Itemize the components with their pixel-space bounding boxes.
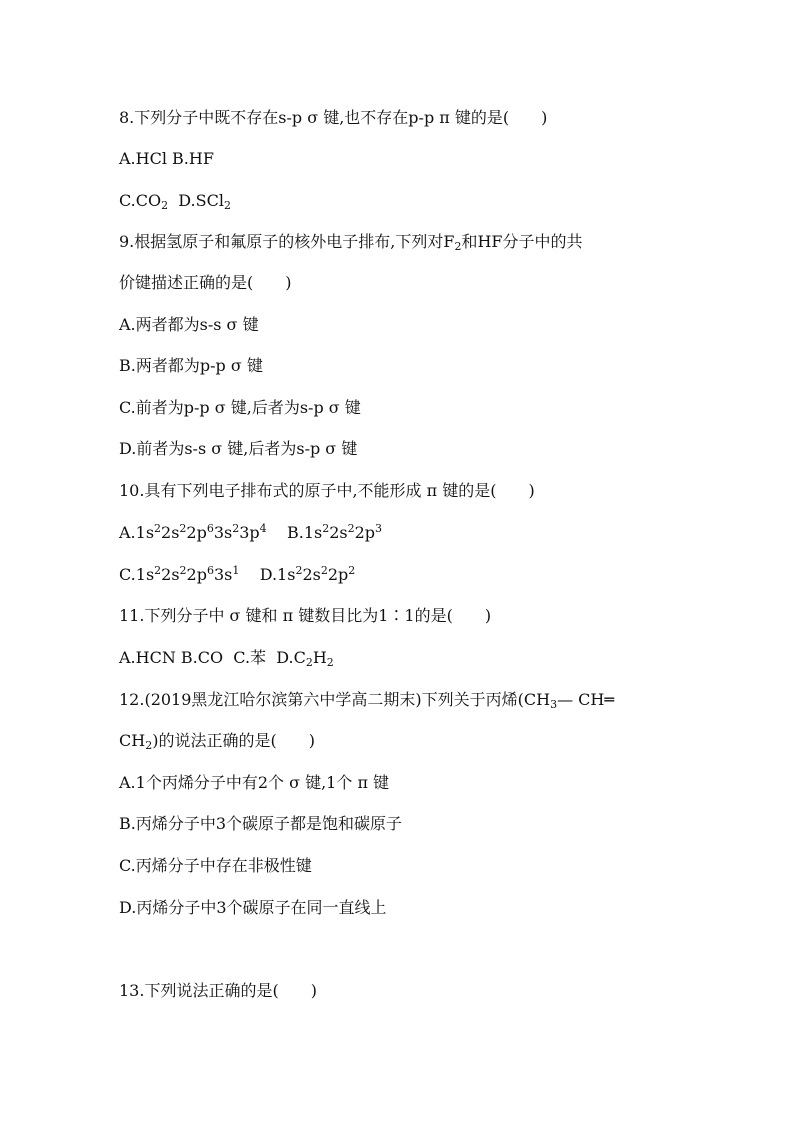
superscript: 6	[206, 564, 214, 577]
superscript: 2	[348, 564, 356, 577]
question-13-stem	[119, 980, 754, 1002]
superscript: 2	[322, 522, 330, 535]
config-text: 2p	[186, 565, 207, 584]
subscript: 2	[161, 199, 169, 212]
option-text: B.丙烯分子中3个碳原子都是饱和碳原子	[119, 814, 403, 833]
question-12-text-d: )的说法正确的是( )	[152, 731, 315, 750]
question-13-text: 13.下列说法正确的是( )	[119, 981, 317, 1000]
config-text: A.1s	[119, 523, 155, 542]
superscript: 2	[295, 564, 303, 577]
question-8-options-ab-text: A.HCl B.HF	[119, 149, 214, 168]
question-9-stem-line2	[119, 272, 754, 294]
question-10-text: 10.具有下列电子排布式的原子中,不能形成 π 键的是( )	[119, 481, 535, 500]
question-11-text: 11.下列分子中 σ 键和 π 键数目比为1∶1的是( )	[119, 606, 492, 625]
subscript: 3	[550, 698, 558, 711]
question-12-option-b	[119, 813, 754, 835]
subscript: 2	[454, 240, 462, 253]
question-8-options-cd	[119, 190, 754, 212]
question-9-text-a: 9.根据氢原子和氟原子的核外电子排布,下列对F	[119, 232, 455, 251]
config-text: 3s	[213, 565, 233, 584]
question-10-stem	[119, 480, 754, 502]
option-text: D.前者为s-s σ 键,后者为s-p σ 键	[119, 439, 358, 458]
config-text: 2p	[327, 565, 349, 584]
superscript: 2	[154, 522, 162, 535]
superscript: 6	[206, 522, 214, 535]
config-text: B.1s	[266, 523, 323, 542]
question-12-stem	[119, 689, 754, 711]
question-12-text-a: 12.(2019黑龙江哈尔滨第六中学高二期末)下列关于丙烯(CH	[119, 690, 551, 709]
question-9-option-a	[119, 314, 754, 336]
config-text: C.1s	[119, 565, 155, 584]
question-9-stem	[119, 231, 754, 253]
option-text: A.1个丙烯分子中有2个 σ 键,1个 π 键	[119, 773, 390, 792]
options-text: A.HCN B.CO C.苯 D.C	[119, 648, 306, 667]
config-text: 2s	[161, 523, 180, 542]
question-11-stem	[119, 605, 754, 627]
superscript: 2	[347, 522, 355, 535]
option-text: A.两者都为s-s σ 键	[119, 315, 259, 334]
question-9-option-c	[119, 397, 754, 419]
superscript: 2	[154, 564, 162, 577]
question-9-text-line2: 价键描述正确的是( )	[119, 273, 292, 292]
question-9-text-b: 和HF分子中的共	[461, 232, 583, 251]
config-text: 3p	[239, 523, 260, 542]
question-8-options-ab	[119, 148, 754, 170]
question-10-options-ab	[119, 522, 754, 544]
option-d-text: D.SCl	[168, 191, 224, 210]
question-12-text-b: — CH═	[557, 690, 615, 709]
subscript: 2	[305, 656, 313, 669]
question-8-stem	[119, 107, 754, 129]
option-text: B.两者都为p-p σ 键	[119, 356, 263, 375]
question-9-option-b	[119, 355, 754, 377]
option-text: D.丙烯分子中3个碳原子在同一直线上	[119, 898, 387, 917]
superscript: 2	[232, 522, 240, 535]
options-text: H	[312, 648, 327, 667]
question-12-text-c: CH	[119, 731, 146, 750]
question-8-text: 8.下列分子中既不存在s-p σ 键,也不存在p-p π 键的是( )	[119, 108, 548, 127]
question-12-option-c	[119, 855, 754, 877]
config-text: D.1s	[239, 565, 296, 584]
superscript: 4	[259, 522, 267, 535]
config-text: 3s	[213, 523, 233, 542]
subscript: 2	[223, 199, 231, 212]
question-9-option-d	[119, 438, 754, 460]
superscript: 2	[179, 522, 187, 535]
superscript: 1	[232, 564, 240, 577]
question-12-stem-line2	[119, 730, 754, 752]
superscript: 2	[320, 564, 328, 577]
config-text: 2s	[161, 565, 180, 584]
question-11-options	[119, 647, 754, 669]
config-text: 2p	[354, 523, 376, 542]
config-text: 2s	[302, 565, 321, 584]
option-text: C.丙烯分子中存在非极性键	[119, 856, 312, 875]
subscript: 2	[326, 656, 334, 669]
question-12-option-d	[119, 897, 754, 919]
question-10-options-cd	[119, 564, 754, 586]
option-c-text: C.CO	[119, 191, 162, 210]
superscript: 2	[179, 564, 187, 577]
config-text: 2p	[186, 523, 207, 542]
config-text: 2s	[329, 523, 348, 542]
superscript: 3	[375, 522, 383, 535]
question-12-option-a	[119, 772, 754, 794]
subscript: 2	[145, 739, 153, 752]
option-text: C.前者为p-p σ 键,后者为s-p σ 键	[119, 398, 361, 417]
